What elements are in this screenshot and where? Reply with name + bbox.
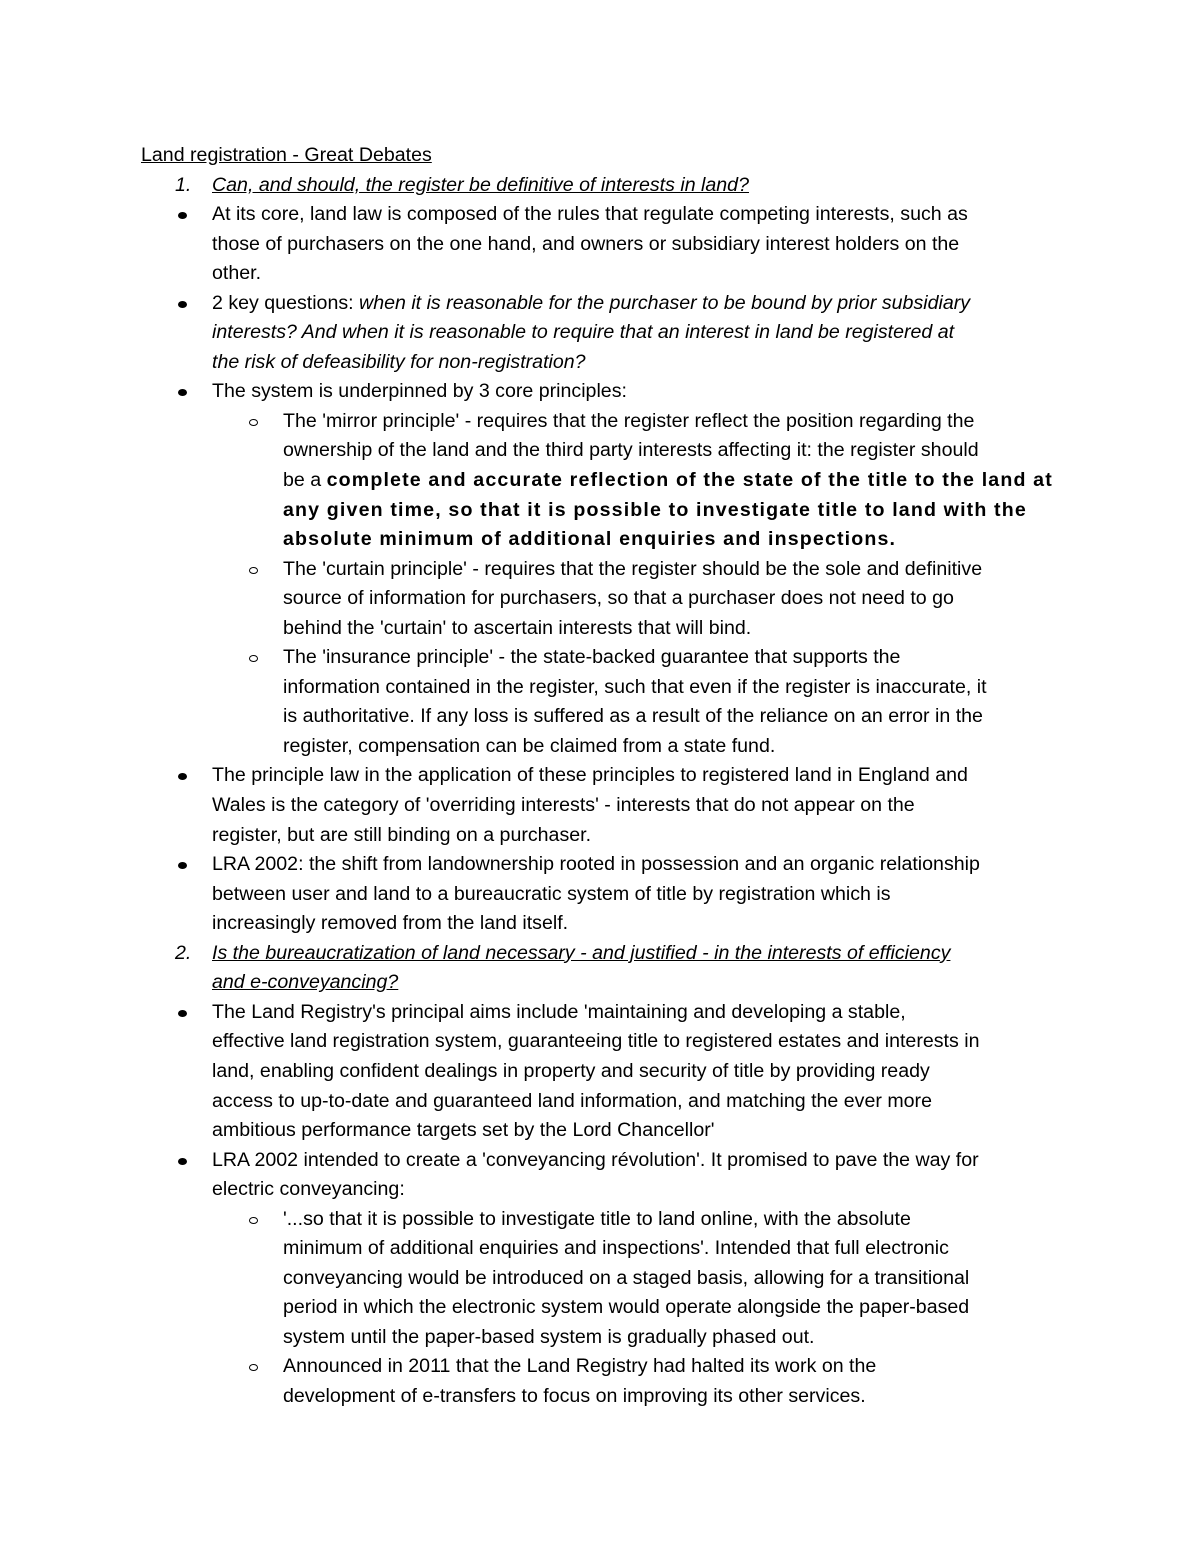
bullet-item-conveyancing-revolution: LRA 2002 intended to create a 'conveyancing révolution'. It promised to pave the way for electric conveyancing:	[141, 1146, 1066, 1205]
hollow-bullet-icon	[249, 419, 258, 426]
document-page	[141, 141, 1066, 1412]
bullet-item-competing-interests: At its core, land law is composed of the rules that regulate competing interests, such as those of purchasers on the one hand, and owners or subsidiary interest holders on the other.	[141, 200, 1066, 289]
section-2-number: 2.	[175, 941, 192, 964]
bullet-icon	[178, 301, 187, 308]
section-1-number: 1.	[175, 173, 192, 196]
bullet-icon	[178, 212, 187, 219]
bullet-icon	[178, 1010, 187, 1017]
bullet-item-lra-2002-shift: LRA 2002: the shift from landownership rooted in possession and an organic relationship between user and land to a bureaucratic system of title by registration which is increasingly removed from the land itself.	[141, 850, 1066, 939]
bullet-icon	[178, 773, 187, 780]
bullet-item-overriding-interests: The principle law in the application of these principles to registered land in England and Wales is the category of 'overriding interests' - interests that do not appear on the register, but are still binding on a purchaser.	[141, 761, 1066, 850]
sub-item-2011-announcement: Announced in 2011 that the Land Registry had halted its work on the development of e-transfers to focus on improving its other services.	[141, 1352, 1066, 1411]
sub-item-online-investigation: '...so that it is possible to investigate title to land online, with the absolute minimum of additional enquiries and inspections'. Intended that full electronic conveyancing would be introduced on a staged basis, allowing for a transitional period in which the electronic system would operate alongside the paper-based system until the paper-based system is gradually phased out.	[141, 1205, 1066, 1353]
hollow-bullet-icon	[249, 1364, 258, 1371]
bullet-icon	[178, 862, 187, 869]
hollow-bullet-icon	[249, 655, 258, 662]
sub-item-curtain-principle: The 'curtain principle' - requires that the register should be the sole and definitive source of information for purchasers, so that a purchaser does not need to go behind the 'curtain' to ascertain interests that will bind.	[141, 555, 1066, 644]
bullet-item-land-registry-aims: The Land Registry's principal aims include 'maintaining and developing a stable, effective land registration system, guaranteeing title to registered estates and interests in land, enabling confident dealings in property and security of title by providing ready access to up-to-date and guaranteed land information, and matching the ever more ambitious performance targets set by the Lord Chancellor'	[141, 998, 1066, 1146]
bullet-icon	[178, 1158, 187, 1165]
sub-item-mirror-principle: The 'mirror principle' - requires that the register reflect the position regarding the ownership of the land and the third party interests affecting it: the register should be a complete and accurate reflection of the state of the title to the land at any given time, so that it is possible to investigate title to land with the absolute minimum of additional enquiries and inspections.	[141, 407, 1066, 555]
sub-item-insurance-principle: The 'insurance principle' - the state-backed guarantee that supports the information contained in the register, such that even if the register is inaccurate, it is authoritative. If any loss is suffered as a result of the reliance on an error in the register, compensation can be claimed from a state fund.	[141, 643, 1066, 761]
hollow-bullet-icon	[249, 567, 258, 574]
document-title: Land registration - Great Debates	[141, 144, 432, 166]
hollow-bullet-icon	[249, 1217, 258, 1224]
bullet-item-key-questions: 2 key questions: when it is reasonable for the purchaser to be bound by prior subsidiary interests? And when it is reasonable to require that an interest in land be registered at the risk of defeasibility for non-registration?	[141, 289, 1066, 378]
section-1-heading: 1. Can, and should, the register be definitive of interests in land?	[141, 171, 1066, 201]
bullet-item-core-principles: The system is underpinned by 3 core principles:	[141, 377, 1066, 407]
section-2-heading: 2. Is the bureaucratization of land necessary - and justified - in the interests of efficiency and e-conveyancing?	[141, 939, 1066, 998]
bullet-icon	[178, 389, 187, 396]
